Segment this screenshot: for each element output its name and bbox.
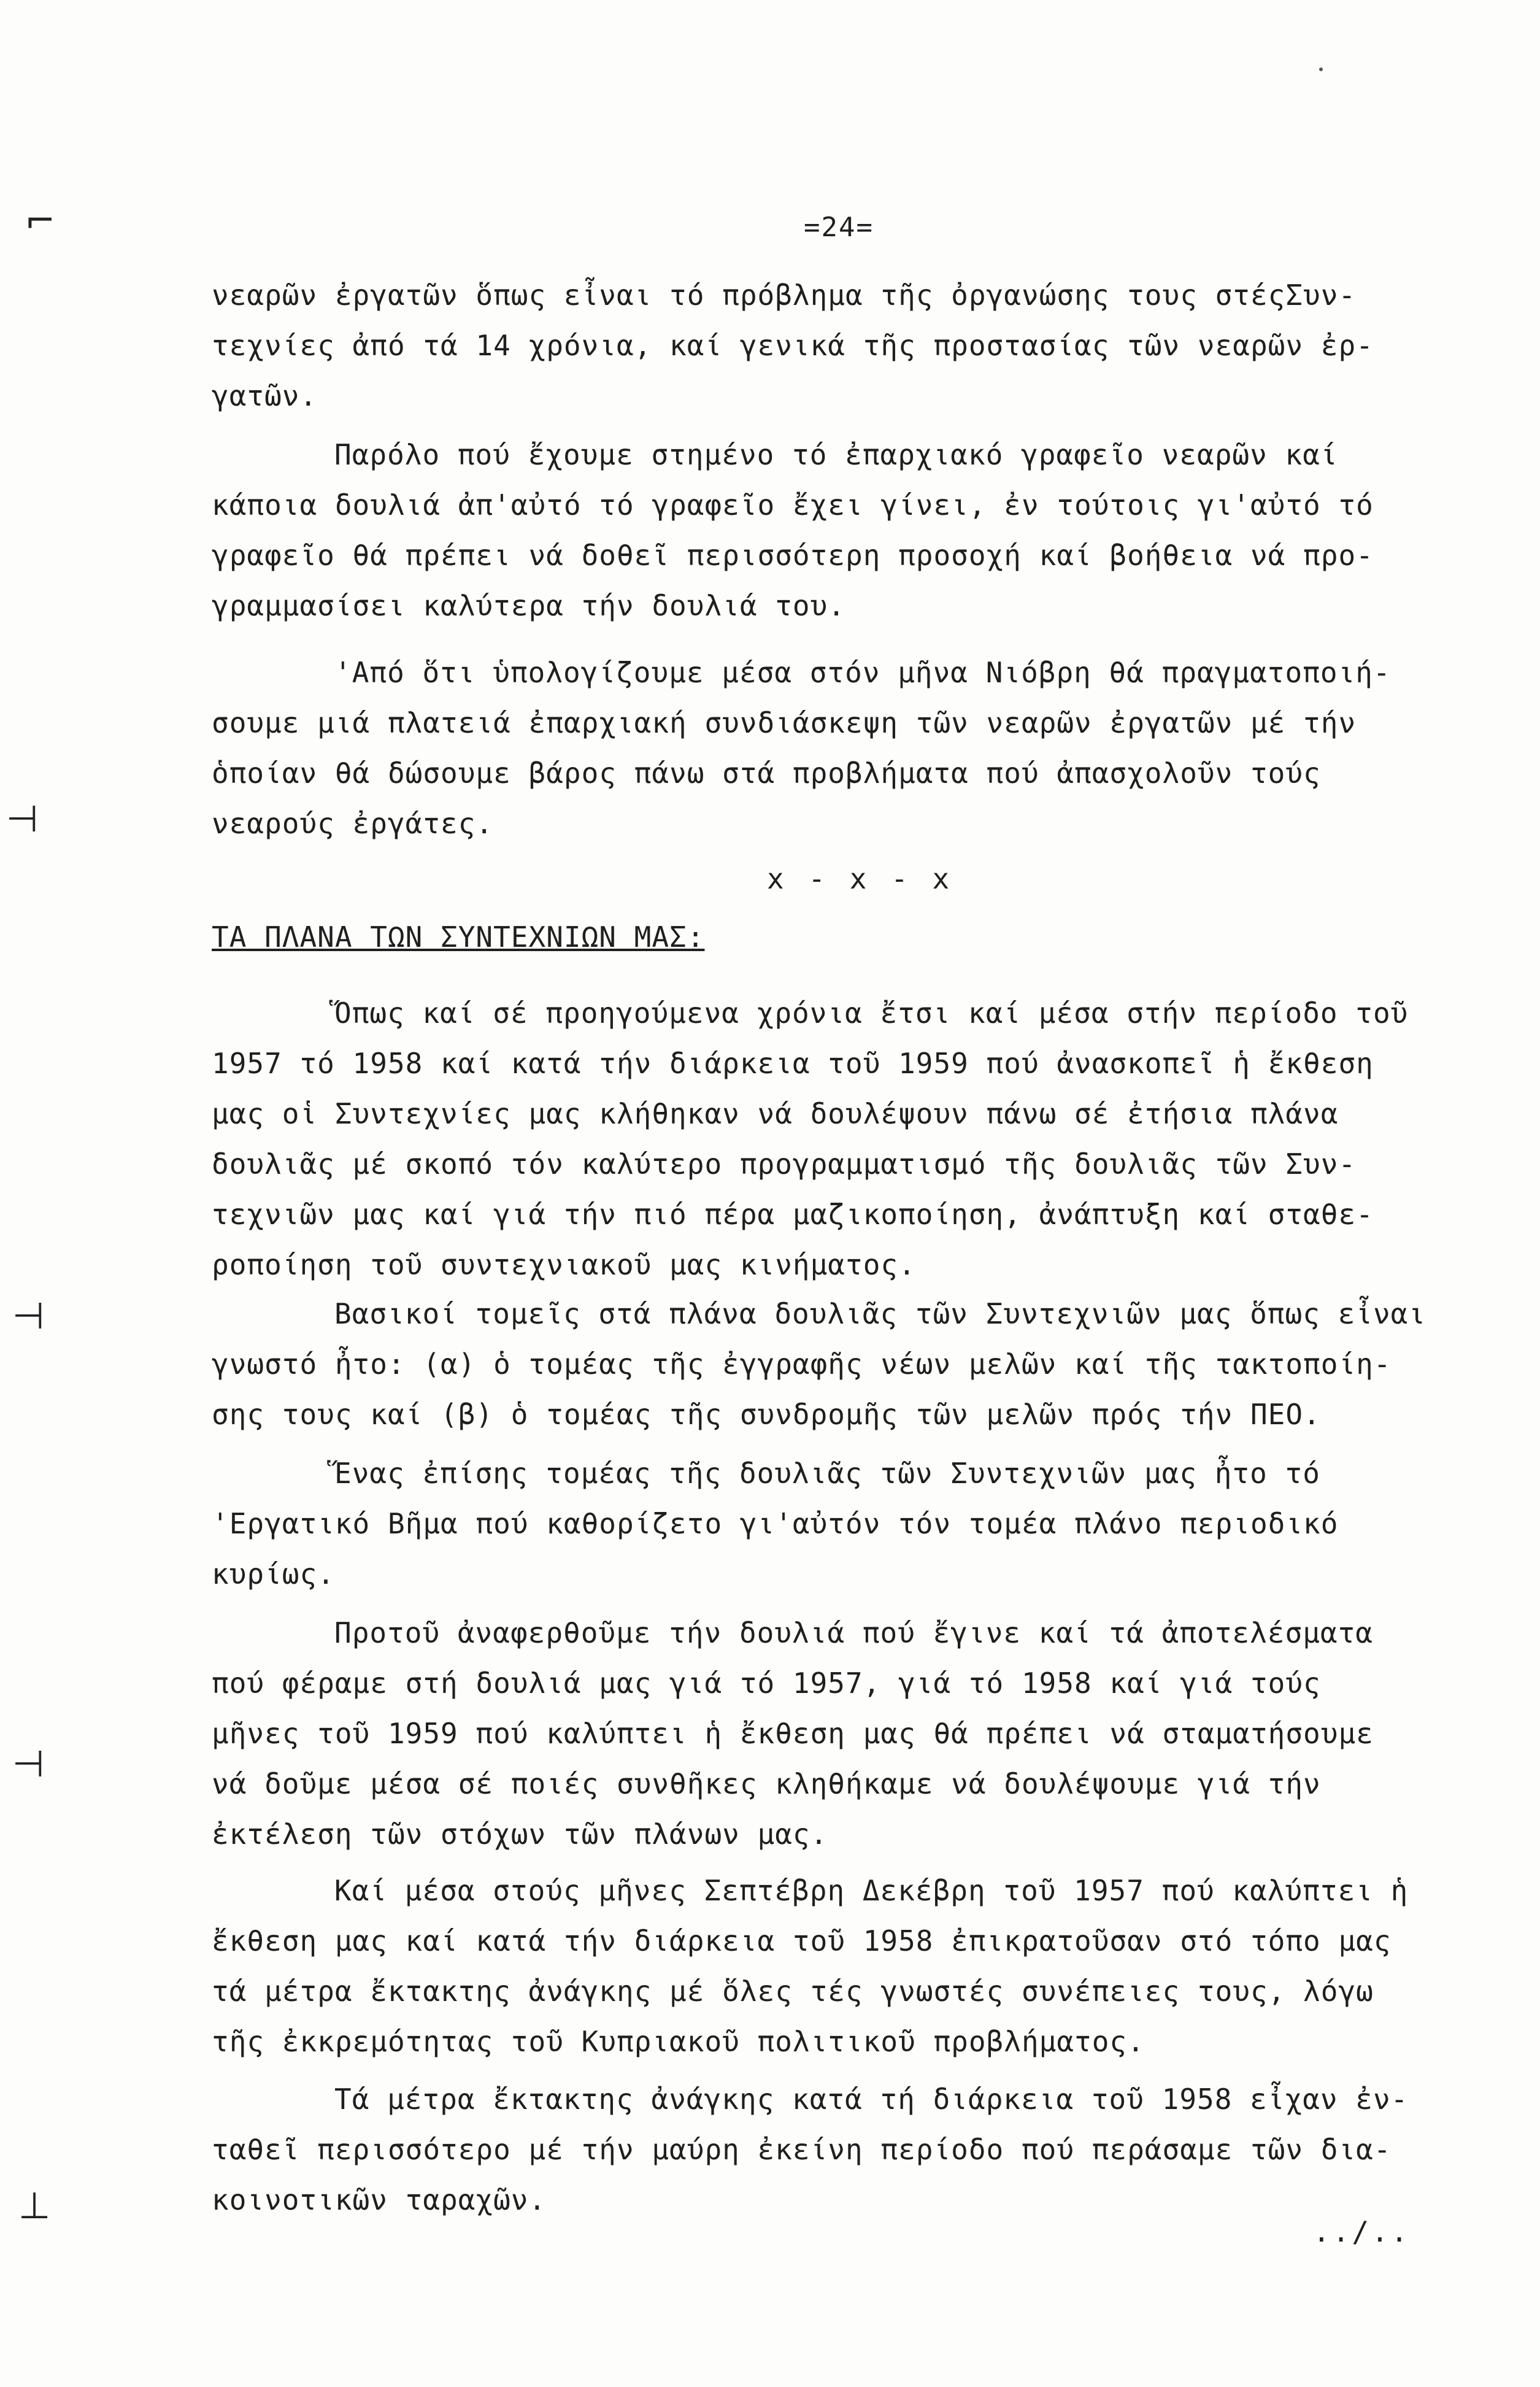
paragraph-8 <box>212 1865 1466 2067</box>
text-line: Καί μέσα στούς μῆνες Σεπτέβρη Δεκέβρη τοῦ 1957 πού καλύπτει ἡ <box>334 1874 1409 1907</box>
text-line: 'Από ὅτι ὑπολογίζουμε μέσα στόν μῆνα Νιόβρη θά πραγματοποιή- <box>334 656 1391 689</box>
text-line: 1957 τό 1958 καί κατά τήν διάρκεια τοῦ 1959 πού ἀνασκοπεῖ ἡ ἔκθεση <box>212 1047 1374 1080</box>
section-heading: ΤΑ ΠΛΑΝΑ ΤΩΝ ΣΥΝΤΕΧΝΙΩΝ ΜΑΣ: <box>212 920 705 954</box>
page-number: =24= <box>804 212 874 243</box>
text-line: νεαρούς ἐργάτες. <box>212 807 494 840</box>
margin-mark-3: ⊣ <box>12 1295 45 1338</box>
text-line: πού φέραμε στή δουλιά μας γιά τό 1957, γιά τό 1958 καί γιά τούς <box>212 1667 1321 1700</box>
paragraph-3 <box>212 647 1466 849</box>
text-line: γραφεῖο θά πρέπει νά δοθεῖ περισσότερη προσοχή καί βοήθεια νά προ- <box>212 539 1374 572</box>
text-line: Ἕνας ἐπίσης τομέας τῆς δουλιᾶς τῶν Συντεχνιῶν μας ἦτο τό <box>334 1457 1320 1490</box>
intro-paragraph <box>212 270 1466 421</box>
continuation-mark: ../.. <box>1313 2215 1411 2248</box>
text-line: ταθεῖ περισσότερο μέ τήν μαύρη ἐκείνη περίοδο πού περάσαμε τῶν δια- <box>212 2133 1392 2166</box>
text-line: γατῶν. <box>212 379 318 412</box>
text-line: ὁποίαν θά δώσουμε βάρος πάνω στά προβλήματα πού ἀπασχολοῦν τούς <box>212 757 1321 790</box>
paragraph-6 <box>212 1448 1466 1599</box>
text-line: μῆνες τοῦ 1959 πού καλύπτει ἡ ἔκθεση μας θά πρέπει νά σταματήσουμε <box>212 1717 1374 1750</box>
text-line: κυρίως. <box>212 1557 335 1591</box>
text-line: σουμε μιά πλατειά ἐπαρχιακή συνδιάσκεψη τῶν νεαρῶν ἐργατῶν μέ τήν <box>212 706 1357 739</box>
text-line: τῆς ἐκκρεμότητας τοῦ Κυπριακοῦ πολιτικοῦ προβλήματος. <box>212 2025 1145 2058</box>
text-line: τεχνίες ἀπό τά 14 χρόνια, καί γενικά τῆς προστασίας τῶν νεαρῶν ἐρ- <box>212 329 1374 362</box>
paragraph-4 <box>212 988 1466 1290</box>
margin-mark-4: ⊣ <box>12 1743 45 1786</box>
text-line: μας οἱ Συντεχνίες μας κλήθηκαν νά δουλέψουν πάνω σέ ἐτήσια πλάνα <box>212 1097 1339 1130</box>
text-line: Ὅπως καί σέ προηγούμενα χρόνια ἔτσι καί μέσα στήν περίοδο τοῦ <box>334 997 1409 1030</box>
text-line: ἐκτέλεση τῶν στόχων τῶν πλάνων μας. <box>212 1818 828 1851</box>
text-line: Προτοῦ ἀναφερθοῦμε τήν δουλιά πού ἔγινε καί τά ἀποτελέσματα <box>334 1616 1373 1649</box>
text-line: κάποια δουλιά ἀπ'αὐτό τό γραφεῖο ἔχει γίνει, ἐν τούτοις γι'αὐτό τό <box>212 488 1374 522</box>
text-line: γραμμασίσει καλύτερα τήν δουλιά του. <box>212 589 845 622</box>
paragraph-2 <box>212 430 1466 631</box>
text-line: Βασικοί τομεῖς στά πλάνα δουλιᾶς τῶν Συντεχνιῶν μας ὅπως εἶναι <box>334 1297 1426 1330</box>
text-line: νά δοῦμε μέσα σέ ποιές συνθῆκες κληθήκαμε νά δουλέψουμε γιά τήν <box>212 1767 1321 1800</box>
margin-mark-2: ⊣ <box>6 798 39 841</box>
paragraph-7 <box>212 1608 1466 1859</box>
margin-mark-5: ⊥ <box>18 2185 51 2227</box>
text-line: κοινοτικῶν ταραχῶν. <box>212 2183 547 2216</box>
text-line: ἔκθεση μας καί κατά τήν διάρκεια τοῦ 1958 ἐπικρατοῦσαν στό τόπο μας <box>212 1924 1392 1957</box>
paragraph-9 <box>212 2074 1466 2225</box>
speck <box>1319 67 1323 71</box>
text-line: γνωστό ἦτο: (α) ὁ τομέας τῆς ἐγγραφῆς νέων μελῶν καί τῆς τακτοποίη- <box>212 1348 1392 1381</box>
section-separator: x - x - x <box>767 862 953 895</box>
text-line: δουλιᾶς μέ σκοπό τόν καλύτερο προγραμματισμό τῆς δουλιᾶς τῶν Συν- <box>212 1147 1357 1181</box>
text-line: τά μέτρα ἔκτακτης ἀνάγκης μέ ὅλες τές γνωστές συνέπειες τους, λόγω <box>212 1975 1374 2008</box>
margin-mark-1: ⌐ <box>25 199 56 242</box>
text-line: Τά μέτρα ἔκτακτης ἀνάγκης κατά τή διάρκεια τοῦ 1958 εἶχαν ἐν- <box>334 2083 1409 2116</box>
text-line: Παρόλο πού ἔχουμε στημένο τό ἐπαρχιακό γραφεῖο νεαρῶν καί <box>334 438 1338 471</box>
text-line: νεαρῶν ἐργατῶν ὅπως εἶναι τό πρόβλημα τῆς ὀργανώσης τους στέςΣυν- <box>212 279 1357 312</box>
text-line: ροποίηση τοῦ συντεχνιακοῦ μας κινήματος. <box>212 1248 916 1281</box>
text-line: 'Εργατικό Βῆμα πού καθορίζετο γι'αὐτόν τόν τομέα πλάνο περιοδικό <box>212 1507 1339 1540</box>
text-line: σης τους καί (β) ὁ τομέας τῆς συνδρομῆς τῶν μελῶν πρός τήν ΠΕΟ. <box>212 1398 1321 1431</box>
text-line: τεχνιῶν μας καί γιά τήν πιό πέρα μαζικοποίηση, ἀνάπτυξη καί σταθε- <box>212 1198 1374 1231</box>
paragraph-5 <box>212 1289 1466 1440</box>
